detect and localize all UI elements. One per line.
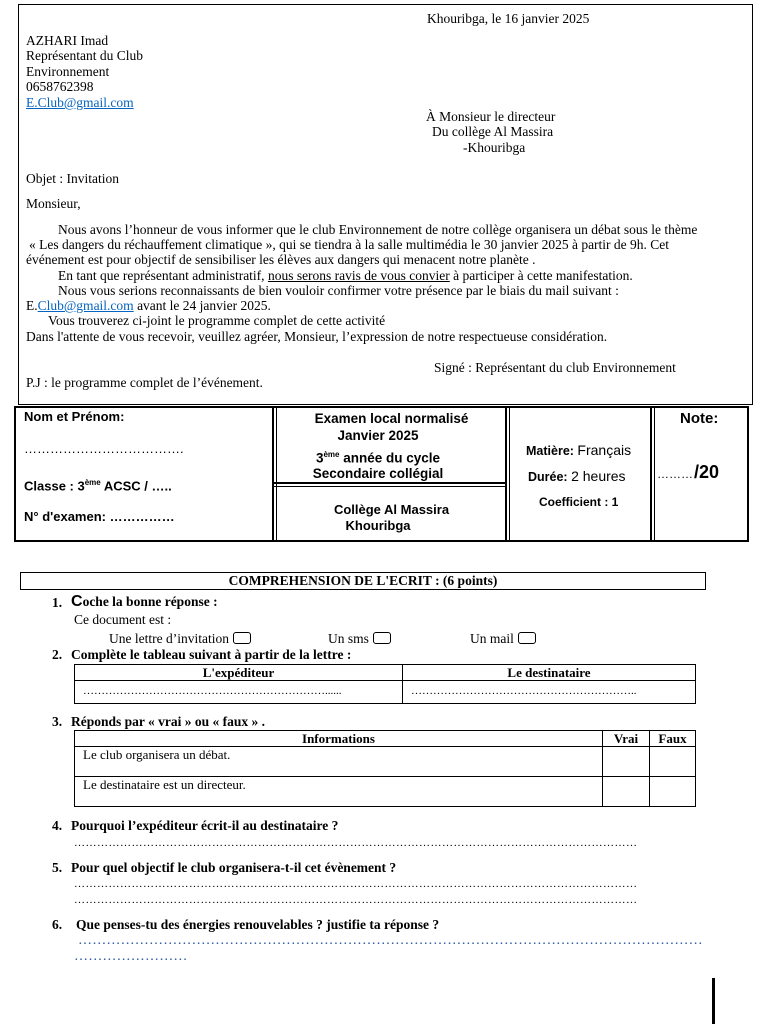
header-divider bbox=[276, 406, 277, 542]
exam-level-2: Secondaire collégial bbox=[312, 466, 444, 481]
q6-text: Que penses-tu des énergies renouvelables ? justifie ta réponse ? bbox=[76, 917, 440, 932]
note-label: Note: bbox=[680, 410, 719, 427]
q6-number: 6. bbox=[52, 917, 63, 932]
letter-date: Khouribga, le 16 janvier 2025 bbox=[427, 11, 590, 26]
confirm-email-link[interactable]: Club@gmail.com bbox=[37, 298, 134, 313]
letter-salutation: Monsieur, bbox=[26, 196, 81, 211]
para1-line2: « Les dangers du réchauffement climatique », qui se tiendra à la salle multimédia le 30 janvier 2025 à partir de 9h. Cet bbox=[29, 237, 670, 252]
sender-name: AZHARI Imad bbox=[26, 33, 109, 48]
class-field[interactable]: Classe : 3ème ACSC / ….. bbox=[24, 478, 172, 494]
sender-email-link[interactable]: E.Club@gmail.com bbox=[26, 95, 134, 110]
q3-table bbox=[74, 730, 696, 807]
q3-col-info: Informations bbox=[75, 731, 603, 747]
school-name: Collège Al Massira bbox=[333, 502, 450, 517]
checkbox-sms[interactable] bbox=[373, 632, 391, 644]
name-field[interactable]: ………………………………. bbox=[24, 441, 184, 456]
q1-option-sms[interactable]: Un sms bbox=[328, 631, 391, 647]
para3-line1: Nous vous serions reconnaissants de bien vouloir confirmer votre présence par le biais du mail suivant : bbox=[58, 283, 619, 298]
q3-true-cell[interactable] bbox=[603, 777, 650, 807]
q1-number: 1. bbox=[52, 595, 63, 610]
header-divider bbox=[274, 482, 507, 484]
q3-false-cell[interactable] bbox=[650, 747, 696, 777]
q3-row-1: Le club organisera un débat. bbox=[75, 747, 603, 777]
letter-frame bbox=[18, 4, 753, 405]
q3-false-cell[interactable] bbox=[650, 777, 696, 807]
q4-text: Pourquoi l’expéditeur écrit-il au destinataire ? bbox=[71, 818, 339, 833]
q3-row-2: Le destinataire est un directeur. bbox=[75, 777, 603, 807]
q5-answer-line-2[interactable]: ………………………………………………………………………………………………………………………………… bbox=[74, 894, 638, 906]
para2: En tant que représentant administratif, nous serons ravis de vous convier à participer à cette manifestation. bbox=[58, 268, 633, 283]
q2-text: Complète le tableau suivant à partir de la lettre : bbox=[71, 647, 352, 662]
q5-number: 5. bbox=[52, 860, 63, 875]
para3-line2: E.Club@gmail.com avant le 24 janvier 2025. bbox=[26, 298, 271, 313]
q4-answer-line[interactable]: ………………………………………………………………………………………………………………………………… bbox=[74, 837, 638, 849]
q2-col-recipient: Le destinataire bbox=[403, 665, 696, 681]
name-label: Nom et Prénom: bbox=[24, 409, 125, 424]
header-divider bbox=[505, 406, 507, 542]
q5-answer-line-1[interactable]: ………………………………………………………………………………………………………………………………… bbox=[74, 878, 638, 890]
cursor-bar bbox=[712, 978, 715, 1024]
recipient-line-1: À Monsieur le directeur bbox=[426, 109, 556, 124]
duration: Durée: 2 heures bbox=[528, 468, 626, 484]
exam-title: Examen local normalisé bbox=[314, 411, 469, 426]
school-city: Khouribga bbox=[345, 518, 411, 533]
q3-col-true: Vrai bbox=[603, 731, 650, 747]
q1-text: Coche la bonne réponse : bbox=[71, 593, 218, 610]
exam-number-field[interactable]: N° d'examen: …………… bbox=[24, 509, 175, 524]
recipient-line-3: -Khouribga bbox=[463, 140, 526, 155]
q2-cell-recipient[interactable]: …………………………………………………….. bbox=[403, 681, 696, 704]
note-field[interactable]: ……… bbox=[657, 467, 693, 481]
q1-option-letter[interactable]: Une lettre d’invitation bbox=[109, 631, 251, 647]
letter-signature: Signé : Représentant du club Environnement bbox=[434, 360, 676, 375]
sender-role-1: Représentant du Club bbox=[26, 48, 143, 63]
q6-answer-line-1[interactable]: …………………………………………………………………………………………………………………… bbox=[78, 933, 703, 948]
q5-text: Pour quel objectif le club organisera-t-il cet évènement ? bbox=[71, 860, 397, 875]
section-title: COMPREHENSION DE L'ECRIT : (6 points) bbox=[20, 572, 706, 590]
q3-col-false: Faux bbox=[650, 731, 696, 747]
letter-object: Objet : Invitation bbox=[26, 171, 119, 186]
sender-phone: 0658762398 bbox=[26, 79, 94, 94]
q3-text: Réponds par « vrai » ou « faux » . bbox=[71, 714, 266, 729]
recipient-line-2: Du collège Al Massira bbox=[432, 124, 554, 139]
para1-line1: Nous avons l’honneur de vous informer que le club Environnement de notre collège organisera un débat sous le thème bbox=[58, 222, 698, 237]
q4-number: 4. bbox=[52, 818, 63, 833]
checkbox-letter[interactable] bbox=[233, 632, 251, 644]
header-divider bbox=[274, 486, 507, 487]
coefficient: Coefficient : 1 bbox=[539, 495, 619, 509]
header-divider bbox=[509, 406, 510, 542]
letter-closing: Dans l'attente de vous recevoir, veuillez agréer, Monsieur, l’expression de notre respectueuse considération. bbox=[26, 329, 608, 344]
q3-true-cell[interactable] bbox=[603, 747, 650, 777]
exam-date: Janvier 2025 bbox=[337, 428, 419, 443]
para1-line3: événement est pour objectif de sensibiliser les élèves aux dangers qui menacent notre planète . bbox=[26, 252, 536, 267]
letter-attachment: P.J : le programme complet de l’événement. bbox=[26, 375, 263, 390]
q2-table bbox=[74, 664, 696, 704]
subject: Matière: Français bbox=[526, 442, 632, 458]
exam-level: 3ème année du cycle bbox=[315, 450, 441, 466]
q2-cell-sender[interactable]: …………………………………………………………...... bbox=[75, 681, 403, 704]
note-total: /20 bbox=[694, 462, 720, 482]
header-divider bbox=[654, 406, 655, 542]
header-divider bbox=[650, 406, 652, 542]
checkbox-mail[interactable] bbox=[518, 632, 536, 644]
para4: Vous trouverez ci-joint le programme complet de cette activité bbox=[48, 313, 386, 328]
sender-role-2: Environnement bbox=[26, 64, 110, 79]
q6-answer-line-2[interactable]: …………………… bbox=[74, 949, 188, 964]
para2-underlined: nous serons ravis de vous convier bbox=[267, 268, 450, 283]
q1-option-mail[interactable]: Un mail bbox=[470, 631, 536, 647]
q2-col-sender: L'expéditeur bbox=[75, 665, 403, 681]
q2-number: 2. bbox=[52, 647, 63, 662]
q1-intro: Ce document est : bbox=[74, 612, 172, 627]
q3-number: 3. bbox=[52, 714, 63, 729]
header-divider bbox=[272, 406, 274, 542]
